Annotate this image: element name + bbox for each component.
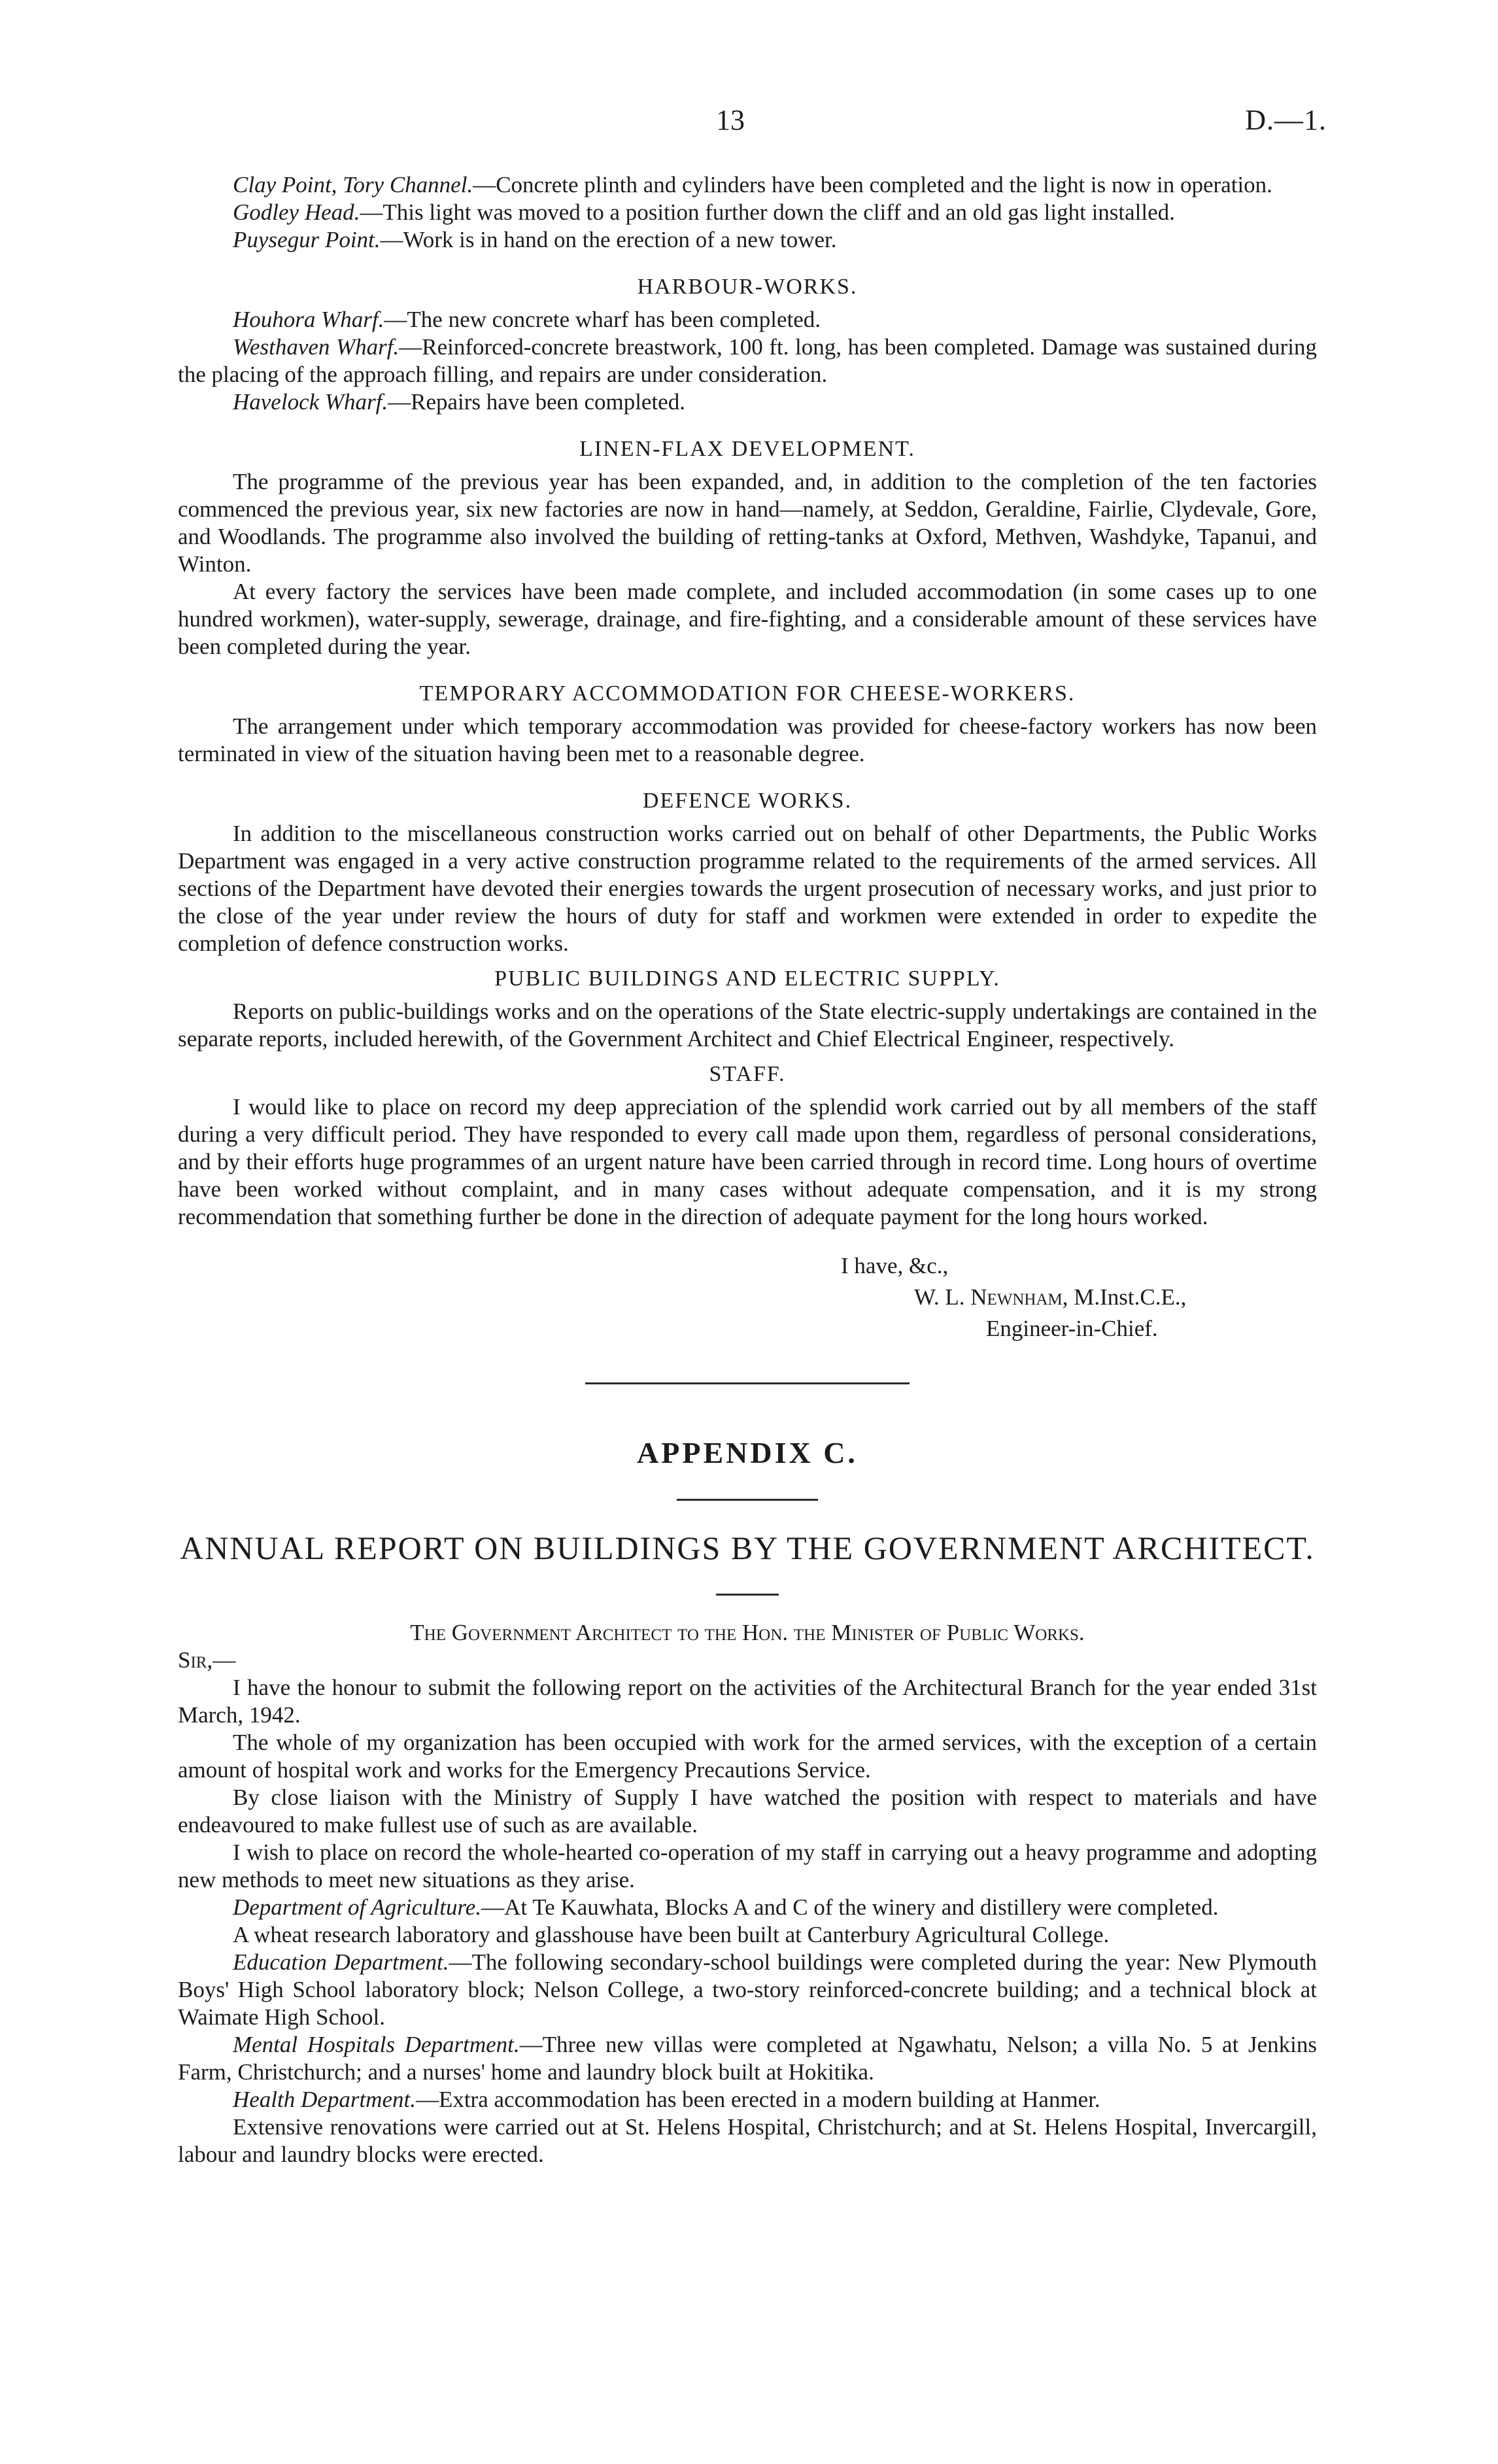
signature-title: Engineer-in-Chief.: [986, 1316, 1158, 1341]
lighthouse-text: —Work is in hand on the erection of a new tower.: [380, 227, 837, 252]
section-heading-harbour: HARBOUR-WORKS.: [637, 275, 858, 299]
appendix-title: ANNUAL REPORT ON BUILDINGS BY THE GOVERNMENT ARCHITECT.: [180, 1530, 1315, 1566]
address-line: [178, 1619, 1317, 1647]
cheese-paragraph: The arrangement under which temporary accommodation was provided for cheese-factory workers has now been terminated in view of the situation having been met to a reasonable degree.: [178, 713, 1317, 766]
section-heading-cheese-workers: TEMPORARY ACCOMMODATION FOR CHEESE-WORKERS.: [419, 681, 1076, 706]
signature-closing: I have, &c.,: [841, 1253, 949, 1278]
section-heading-public-buildings: PUBLIC BUILDINGS AND ELECTRIC SUPPLY.: [494, 967, 1000, 991]
signature-qualifications: , M.Inst.C.E.,: [1062, 1284, 1187, 1310]
section-heading-staff: STAFF.: [709, 1062, 786, 1086]
appendix-label: APPENDIX C.: [637, 1436, 858, 1469]
section-heading-defence: DEFENCE WORKS.: [642, 789, 853, 813]
wharf-name: Houhora Wharf.: [233, 307, 384, 332]
lighthouse-place: Godley Head.: [233, 199, 360, 225]
lighthouse-text: —This light was moved to a position further down the cliff and an old gas light installed.: [360, 199, 1175, 225]
address-text: The Government Architect to the Hon. the Minister of Public Works.: [410, 1620, 1085, 1645]
defence-paragraph: In addition to the miscellaneous construction works carried out on behalf of other Departments, the Public Works Department was engaged in a very active construction programme related to the requirements of the armed services. All sections of the Department have devoted their energies towards the urgent prosecution of necessary works, and just prior to the close of the year under review the hours of duty for staff and workmen were extended in order to expedite the completion of defence construction works.: [178, 821, 1317, 956]
department-text: —Extra accommodation has been erected in a modern building at Hanmer.: [415, 2087, 1100, 2112]
lighthouse-entry: [178, 199, 1317, 226]
page-body: [178, 171, 1317, 2168]
lighthouse-place: Puysegur Point.: [233, 227, 381, 252]
wharf-text: —The new concrete wharf has been completed.: [384, 307, 821, 332]
health-entry: [178, 2086, 1317, 2113]
agriculture-entry: [178, 1894, 1317, 1921]
wharf-name: Westhaven Wharf.: [233, 334, 400, 360]
department-name: Education Department.: [233, 1949, 449, 1975]
salutation-text: Sir,—: [178, 1647, 236, 1673]
signature-line: [178, 1282, 1317, 1313]
staff-paragraph: I would like to place on record my deep appreciation of the splendid work carried out by all members of the staff during a very difficult period. They have responded to every call made upon them, regardless of personal considerations, and by their efforts huge programmes of an urgent nature have been carried through in record time. Long hours of overtime have been worked without complaint, and in many cases without adequate compensation, and it is my strong recommendation that something further be done in the direction of adequate payment for the long hours worked.: [178, 1094, 1317, 1229]
page-number: 13: [716, 104, 745, 136]
section-heading-linen-flax: LINEN-FLAX DEVELOPMENT.: [579, 437, 915, 461]
public-buildings-paragraph: Reports on public-buildings works and on the operations of the State electric-supply undertakings are contained in the separate reports, included herewith, of the Government Architect and Chief Electrical Engineer, respectively.: [178, 999, 1317, 1052]
appendix-paragraph: I wish to place on record the whole-hearted co-operation of my staff in carrying out a heavy programme and adopting new methods to meet new situations as they arise.: [178, 1839, 1317, 1892]
appendix-paragraph: The whole of my organization has been occupied with work for the armed services, with the exception of a certain amount of hospital work and works for the Emergency Precautions Service.: [178, 1730, 1317, 1783]
department-name: Mental Hospitals Department.: [233, 2032, 520, 2057]
harbour-entry: [178, 334, 1317, 388]
section-divider: [585, 1382, 910, 1384]
wharf-text: —Reinforced-concrete breastwork, 100 ft. long, has been completed. Damage was sustained during the placing of the approach filling, and repairs are under consideration.: [178, 334, 1317, 387]
document-reference: D.—1.: [1245, 104, 1327, 136]
department-name: Health Department.: [233, 2087, 416, 2112]
appendix-paragraph: A wheat research laboratory and glasshouse have been built at Canterbury Agricultural College.: [233, 1922, 1110, 1947]
wharf-name: Havelock Wharf.: [233, 389, 388, 415]
appendix-paragraph: Extensive renovations were carried out at St. Helens Hospital, Christchurch; and at St. Helens Hospital, Invercargill, labour and laundry blocks were erected.: [178, 2114, 1317, 2167]
appendix-divider: [677, 1499, 818, 1501]
wharf-text: —Repairs have been completed.: [388, 389, 685, 415]
lighthouse-entry: [178, 171, 1317, 199]
salutation: [178, 1647, 1317, 1674]
signature-block: [178, 1250, 1317, 1344]
department-name: Department of Agriculture.: [233, 1894, 482, 1920]
education-entry: [178, 1949, 1317, 2031]
lighthouse-place: Clay Point, Tory Channel.: [233, 172, 473, 197]
harbour-entry: [178, 388, 1317, 416]
lighthouse-entry: [178, 226, 1317, 254]
harbour-entry: [178, 306, 1317, 334]
signature-name: W. L. Newnham: [914, 1284, 1063, 1310]
linen-paragraph: The programme of the previous year has been expanded, and, in addition to the completion of the ten factories commenced the previous year, six new factories are now in hand—namely, at Seddon, Geraldine, Fairlie, Clydevale, Gore, and Woodlands. The programme also involved the building of retting-tanks at Oxford, Methven, Washdyke, Tapanui, and Winton.: [178, 469, 1317, 577]
appendix-paragraph: I have the honour to submit the following report on the activities of the Architectural Branch for the year ended 31st March, 1942.: [178, 1675, 1317, 1728]
linen-paragraph: At every factory the services have been made complete, and included accommodation (in some cases up to one hundred workmen), water-supply, sewerage, drainage, and fire-fighting, and a considerable amount of these services have been completed during the year.: [178, 579, 1317, 659]
title-divider: [716, 1594, 779, 1596]
lighthouse-text: —Concrete plinth and cylinders have been completed and the light is now in operation.: [473, 172, 1272, 197]
appendix-paragraph: By close liaison with the Ministry of Supply I have watched the position with respect to materials and have endeavoured to make fullest use of such as are available.: [178, 1785, 1317, 1838]
mental-hospitals-entry: [178, 2031, 1317, 2086]
department-text: —At Te Kauwhata, Blocks A and C of the winery and distillery were completed.: [481, 1894, 1219, 1920]
department-text: —Three new villas were completed at Ngawhatu, Nelson; a villa No. 5 at Jenkins Farm, Christchurch; and a nurses' home and laundry block built at Hokitika.: [178, 2032, 1317, 2085]
department-text: —The following secondary-school buildings were completed during the year: New Plymouth Boys' High School laboratory block; Nelson College, a two-story reinforced-concrete building; and a technical block at Waimate High School.: [178, 1949, 1317, 2030]
